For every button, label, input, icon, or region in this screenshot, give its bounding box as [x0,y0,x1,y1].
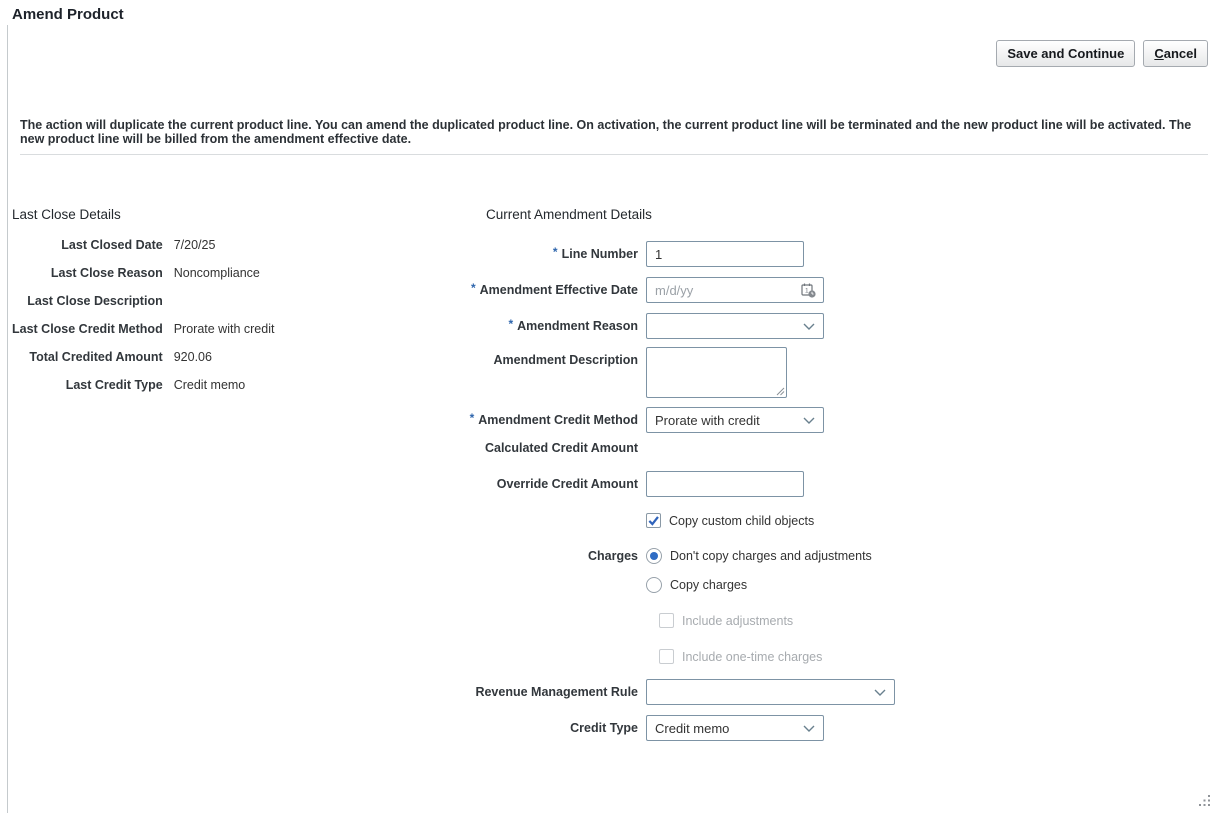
effective-date-input[interactable] [647,283,800,298]
chevron-down-icon [803,323,815,330]
required-asterisk: * [470,281,476,295]
field-value-total-credited-amount: 920.06 [173,350,212,364]
chevron-down-icon [874,689,886,696]
save-and-continue-button[interactable]: Save and Continue [996,40,1135,67]
field-label-last-close-credit-method: Last Close Credit Method [12,322,163,336]
copy-custom-label: Copy custom child objects [669,513,815,528]
charges-copy-radio[interactable] [646,577,662,593]
copy-custom-checkbox[interactable] [646,513,661,528]
credit-type-select[interactable] [646,715,824,741]
checkmark-icon [647,514,660,527]
charges-copy-label: Copy charges [670,578,748,592]
include-one-time-label: Include one-time charges [682,649,823,664]
credit-method-value: Prorate with credit [655,412,760,428]
field-label-last-closed-date: Last Closed Date [61,238,163,252]
effective-date-label: * Amendment Effective Date [470,281,638,297]
field-value-last-credit-type: Credit memo [173,378,246,392]
field-label-last-credit-type: Last Credit Type [65,378,163,392]
credit-method-label: * Amendment Credit Method [469,411,638,427]
toolbar [996,40,1208,67]
amendment-reason-select[interactable] [646,313,824,339]
calculated-credit-amount-label: Calculated Credit Amount [484,441,638,455]
include-adjustments-checkbox [659,613,674,628]
revenue-rule-select[interactable] [646,679,895,705]
charges-dont-copy-label: Don't copy charges and adjustments [670,549,872,563]
charges-dont-copy-radio[interactable] [646,548,662,564]
line-number-input[interactable] [646,241,804,267]
info-message: The action will duplicate the current product line. You can amend the duplicated product line. On activation, the current product line will be terminated and the new product line will be activated. The new product line will be billed from the amendment effective date. [20,118,1192,146]
cancel-accesskey: C [1154,46,1164,61]
amendment-reason-label: * Amendment Reason [508,317,638,333]
override-credit-amount-label: Override Credit Amount [496,477,638,491]
svg-text:1: 1 [805,287,809,294]
dialog-left-border [7,25,8,813]
amendment-description-field [646,347,787,398]
section-title-last-close: Last Close Details [12,207,121,222]
field-value-last-closed-date: 7/20/25 [173,238,216,252]
field-label-last-close-reason: Last Close Reason [50,266,163,280]
amendment-description-textarea[interactable] [647,348,786,397]
date-picker-icon[interactable] [800,282,817,299]
section-title-amendment: Current Amendment Details [486,207,652,222]
field-value-last-close-reason: Noncompliance [173,266,260,280]
required-asterisk: * [552,245,558,259]
charges-label: Charges [587,549,638,563]
credit-method-select[interactable] [646,407,824,433]
last-close-details [12,231,274,399]
page-title: Amend Product [12,6,124,23]
revenue-rule-label: Revenue Management Rule [475,685,638,699]
override-credit-amount-input[interactable] [646,471,804,497]
amendment-description-label: Amendment Description [493,353,638,367]
include-adjustments-label: Include adjustments [682,613,794,628]
field-value-last-close-credit-method: Prorate with credit [173,322,275,336]
include-one-time-checkbox [659,649,674,664]
chevron-down-icon [803,417,815,424]
cancel-label-rest: ancel [1163,46,1197,61]
chevron-down-icon [803,725,815,732]
field-label-last-close-description: Last Close Description [27,294,163,308]
required-asterisk: * [508,317,514,331]
textarea-resize-handle[interactable] [776,387,785,396]
credit-type-value: Credit memo [655,720,730,736]
field-label-total-credited-amount: Total Credited Amount [29,350,163,364]
divider [20,154,1208,155]
cancel-button[interactable] [1143,40,1208,67]
line-number-label: * Line Number [552,245,638,261]
credit-type-label: Credit Type [570,721,638,735]
radio-dot [650,552,658,560]
effective-date-field [646,277,824,303]
required-asterisk: * [469,411,475,425]
window-resize-grip[interactable] [1199,795,1211,807]
